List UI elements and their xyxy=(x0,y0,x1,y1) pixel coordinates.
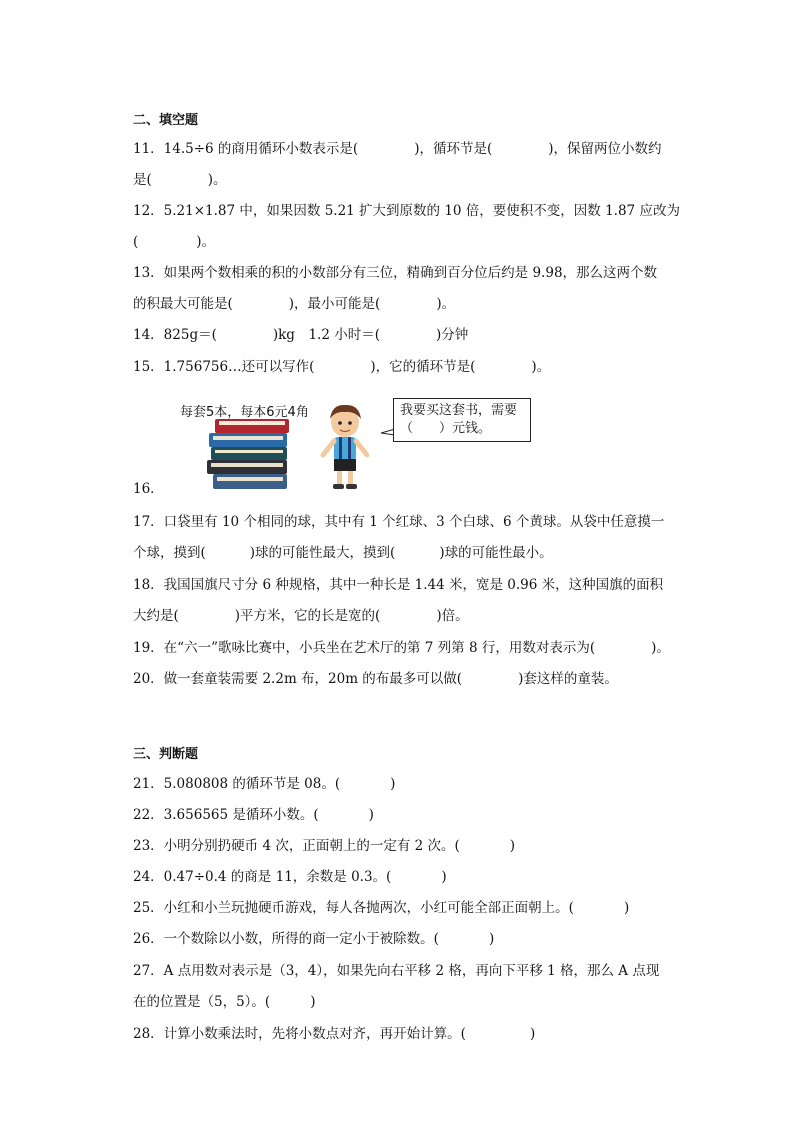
section-heading-fill: 二、填空题 xyxy=(133,113,199,128)
section-heading-judge: 三、判断题 xyxy=(133,747,199,762)
question-27-line-1: 27．A 点用数对表示是（3，4），如果先向右平移 2 格，再向下平移 1 格，那么 A 点现 xyxy=(133,963,660,979)
question-27-line-2: 在的位置是（5，5）。( ) xyxy=(133,994,316,1010)
question-15: 15．1.756756…还可以写作( )，它的循环节是( )。 xyxy=(133,359,551,375)
question-25: 25．小红和小兰玩抛硬币游戏，每人各抛两次，小红可能全部正面朝上。( ) xyxy=(133,900,630,916)
question-26: 26．一个数除以小数，所得的商一定小于被除数。( ) xyxy=(133,931,495,947)
speech-bubble-line-1: 我要买这套书，需要 xyxy=(400,403,518,418)
question-21: 21．5.080808 的循环节是 08。( ) xyxy=(133,776,396,792)
boy-character-image xyxy=(323,405,367,489)
question-18-line-1: 18．我国国旗尺寸分 6 种规格，其中一种长是 1.44 米，宽是 0.96 米，这种国旗的面积 xyxy=(133,577,664,593)
book-stack-image xyxy=(207,419,289,489)
question-20: 20．做一套童装需要 2.2m 布，20m 的布最多可以做( )套这样的童装。 xyxy=(133,671,618,687)
question-11-line-1: 11．14.5÷6 的商用循环小数表示是( )，循环节是( )，保留两位小数约 xyxy=(133,141,662,157)
question-11-line-2: 是( )。 xyxy=(133,172,227,188)
price-caption: 每套5本，每本6元4角 xyxy=(180,405,309,420)
question-23: 23．小明分别扔硬币 4 次，正面朝上的一定有 2 次。( ) xyxy=(133,838,516,854)
question-24: 24．0.47÷0.4 的商是 11，余数是 0.3。( ) xyxy=(133,869,447,885)
question-14: 14．825g＝( )kg 1.2 小时＝( )分钟 xyxy=(133,327,469,343)
question-22: 22．3.656565 是循环小数。( ) xyxy=(133,807,374,823)
question-12-line-2: ( )。 xyxy=(133,234,216,250)
question-28: 28．计算小数乘法时，先将小数点对齐，再开始计算。( ) xyxy=(133,1026,536,1042)
question-16-number: 16． xyxy=(133,481,164,497)
speech-bubble xyxy=(393,398,531,442)
question-17-line-2: 个球，摸到( )球的可能性最大，摸到( )球的可能性最小。 xyxy=(133,545,553,561)
question-17-line-1: 17．口袋里有 10 个相同的球，其中有 1 个红球、3 个白球、6 个黄球。从袋中任意摸一 xyxy=(133,514,665,530)
question-18-line-2: 大约是( )平方米，它的长是宽的( )倍。 xyxy=(133,608,469,624)
question-13-line-2: 的积最大可能是( )，最小可能是( )。 xyxy=(133,296,456,312)
question-13-line-1: 13．如果两个数相乘的积的小数部分有三位，精确到百分位后约是 9.98，那么这两个数 xyxy=(133,265,658,281)
question-12-line-1: 12．5.21×1.87 中，如果因数 5.21 扩大到原数的 10 倍，要使积不变，因数 1.87 应改为 xyxy=(133,203,680,219)
speech-bubble-line-2: （ ）元钱。 xyxy=(400,421,492,436)
question-19: 19．在“六一”歌咏比赛中，小兵坐在艺术厅的第 7 列第 8 行，用数对表示为( )。 xyxy=(133,640,670,656)
